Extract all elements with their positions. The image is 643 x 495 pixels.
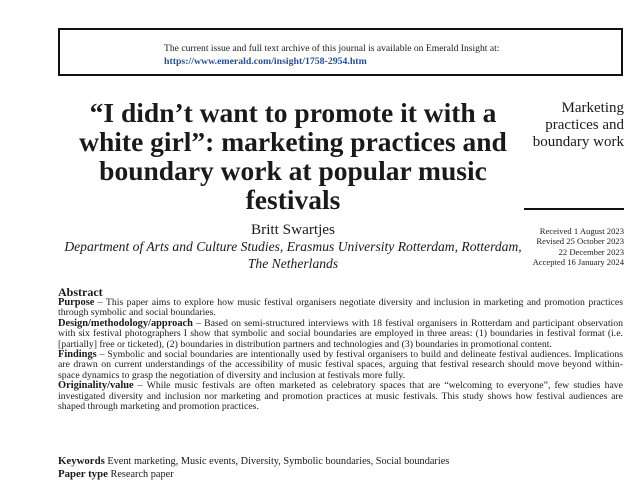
section-text: – While music festivals are often marketed as celebratory spaces that are “welcoming to everyone”, few studies have investigated diversity and inclusion nor marketing and promotion practices at music festivals. This study shows how festival audiences are shaped through marketing and promotion practices. — [58, 380, 623, 413]
abstract-heading: Abstract — [58, 285, 103, 299]
section-text: – This paper aims to explore how music festival organisers negotiate diversity and inclusion in marketing and promotion practices through symbolic and social boundaries. — [58, 297, 623, 319]
section-text: – Based on semi-structured interviews with 18 festival organisers in Rotterdam and participant observation with six festival photographers I show that symbolic and social boundaries are employed in three areas: (1) boundaries in festival format (i.e. [partially] free or ticketed), (2) boundaries in distribution partners and technologies and (3) boundaries in promotional content. — [58, 317, 623, 350]
abstract-design — [58, 319, 623, 350]
running-head-line: practices and — [545, 117, 624, 133]
running-head-line: Marketing — [561, 100, 624, 116]
date-revised-2: 22 December 2023 — [558, 246, 624, 257]
abstract-originality — [58, 381, 623, 412]
keywords-label: Keywords — [58, 455, 105, 467]
divider-rule — [524, 208, 624, 210]
author-name: Britt Swartjes — [251, 221, 335, 238]
abstract-purpose — [58, 298, 623, 319]
section-label: Design/methodology/approach — [58, 317, 193, 329]
date-received: Received 1 August 2023 — [539, 226, 624, 236]
date-accepted: Accepted 16 January 2024 — [532, 257, 624, 268]
journal-link[interactable]: https://www.emerald.com/insight/1758-2954.htm — [164, 56, 367, 67]
abstract-findings — [58, 350, 623, 381]
submission-dates — [520, 226, 624, 268]
article-title: “I didn’t want to promote it with a white girl”: marketing practices and boundary work at popular music festivals — [79, 97, 507, 215]
paper-type — [58, 468, 623, 480]
paper-type-text: Research paper — [107, 469, 174, 480]
running-head — [524, 100, 624, 151]
section-label: Originality/value — [58, 380, 134, 392]
journal-access-notice — [58, 28, 623, 76]
section-label: Purpose — [58, 297, 95, 308]
keywords-text: Event marketing, Music events, Diversity, Symbolic boundaries, Social boundaries — [104, 456, 450, 467]
author-affiliation: Department of Arts and Culture Studies, Erasmus University Rotterdam, Rotterdam, The Netherlands — [64, 239, 522, 271]
section-label: Findings — [58, 349, 97, 361]
abstract-body — [58, 298, 623, 412]
keywords — [58, 455, 623, 467]
section-text: – Symbolic and social boundaries are intentionally used by festival organisers to build and delineate festival audiences. Implications are drawn on current understandings of the accessibility of music festival spaces, arguing that festival research should move beyond within-space dynamics to grasp the negotiation of diversity and inclusion at festivals more fully. — [58, 349, 623, 381]
notice-text: The current issue and full text archive of this journal is available on Emerald Insight at: — [164, 43, 500, 54]
running-head-line: boundary work — [532, 134, 624, 150]
date-revised: Revised 25 October 2023 — [536, 236, 624, 247]
paper-type-label: Paper type — [58, 468, 108, 480]
